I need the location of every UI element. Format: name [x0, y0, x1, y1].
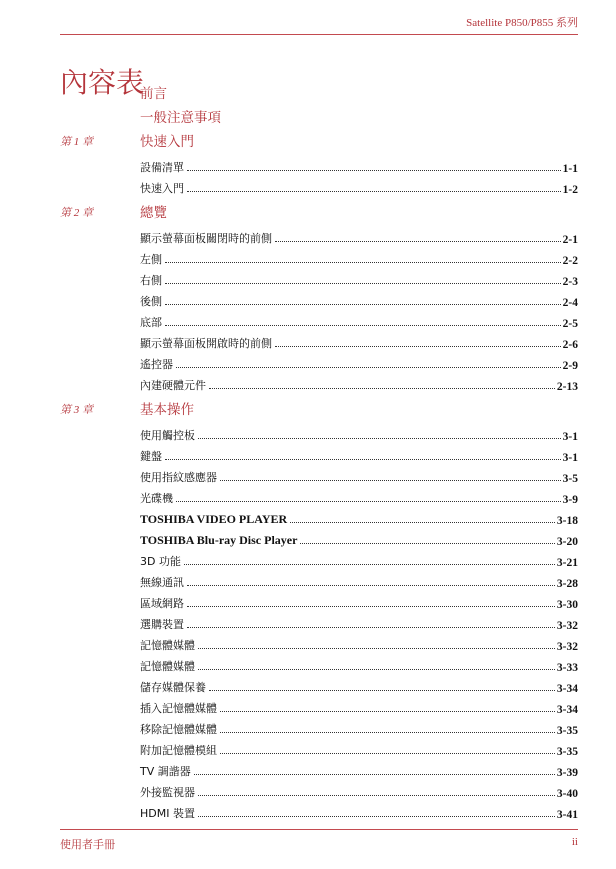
- toc-entry-page: 2-13: [556, 381, 578, 393]
- toc-section-heading: [60, 130, 578, 154]
- toc-section-heading: [60, 398, 578, 422]
- toc-entry-title: HDMI 裝置: [140, 807, 195, 820]
- dot-leader: [300, 543, 554, 544]
- toc-entry[interactable]: [140, 175, 578, 196]
- section-title[interactable]: 總覽: [140, 205, 167, 221]
- toc-entry[interactable]: [140, 485, 578, 506]
- dot-leader: [220, 711, 555, 712]
- toc-entry[interactable]: [140, 569, 578, 590]
- toc-entry-page: 3-30: [556, 599, 578, 611]
- toc-entry-title: 右側: [140, 274, 162, 287]
- page-title: 內容表: [60, 65, 145, 99]
- footer-manual-name: 使用者手冊: [60, 838, 115, 851]
- toc-entry-title: 底部: [140, 316, 162, 329]
- section-title[interactable]: 基本操作: [140, 402, 194, 418]
- toc-entry-page: 3-5: [562, 473, 578, 485]
- toc-entry[interactable]: [140, 758, 578, 779]
- toc-entry[interactable]: [140, 548, 578, 569]
- dot-leader: [187, 585, 555, 586]
- footer-page-number: ii: [571, 836, 578, 848]
- section-title[interactable]: 前言: [140, 86, 167, 102]
- toc-entry-page: 2-6: [562, 339, 578, 351]
- toc-entry-page: 3-1: [562, 452, 578, 464]
- dot-leader: [194, 774, 555, 775]
- dot-leader: [220, 753, 555, 754]
- chapter-number: 第 3 章: [60, 404, 93, 416]
- toc-entry-page: 3-40: [556, 788, 578, 800]
- toc-entry[interactable]: [140, 590, 578, 611]
- toc-entry-page: 2-5: [562, 318, 578, 330]
- toc-entry-title: 遙控器: [140, 358, 173, 371]
- toc-entry-page: 2-3: [562, 276, 578, 288]
- section-title[interactable]: 快速入門: [140, 134, 194, 150]
- table-of-contents: [60, 82, 578, 821]
- toc-entry-page: 3-28: [556, 578, 578, 590]
- toc-entry-page: 3-32: [556, 641, 578, 653]
- toc-entry-title: 光碟機: [140, 492, 173, 505]
- toc-entry-title: 使用觸控板: [140, 429, 195, 442]
- toc-entry[interactable]: [140, 351, 578, 372]
- toc-entry-page: 3-35: [556, 725, 578, 737]
- toc-entry-page: 3-39: [556, 767, 578, 779]
- toc-entry[interactable]: [140, 800, 578, 821]
- toc-entry-title: 顯示螢幕面板關閉時的前側: [140, 232, 272, 245]
- toc-entry[interactable]: [140, 653, 578, 674]
- dot-leader: [198, 669, 555, 670]
- toc-section-heading: [60, 82, 578, 106]
- toc-entry[interactable]: [140, 611, 578, 632]
- toc-section-heading: [60, 106, 578, 130]
- toc-entry[interactable]: [140, 246, 578, 267]
- toc-entry-page: 3-18: [556, 515, 578, 527]
- dot-leader: [198, 648, 555, 649]
- toc-entry-page: 2-2: [562, 255, 578, 267]
- toc-entry-page: 2-4: [562, 297, 578, 309]
- dot-leader: [198, 795, 555, 796]
- header-title: Satellite P850/P855 系列: [466, 17, 578, 29]
- toc-entry[interactable]: [140, 154, 578, 175]
- toc-entry-page: 2-9: [562, 360, 578, 372]
- dot-leader: [176, 501, 561, 502]
- toc-entry-page: 3-1: [562, 431, 578, 443]
- toc-entry-page: 3-35: [556, 746, 578, 758]
- toc-entry-title: 移除記憶體媒體: [140, 723, 217, 736]
- toc-entry-title: TOSHIBA VIDEO PLAYER: [140, 512, 288, 526]
- toc-entry-page: 1-2: [562, 184, 578, 196]
- toc-entry-title: 區域網路: [140, 597, 184, 610]
- section-title[interactable]: 一般注意事項: [140, 110, 221, 126]
- toc-entry-title: 內建硬體元件: [140, 379, 206, 392]
- toc-entry-page: 2-1: [562, 234, 578, 246]
- dot-leader: [209, 388, 555, 389]
- toc-entry[interactable]: [140, 443, 578, 464]
- dot-leader: [165, 325, 561, 326]
- toc-entry-title: 顯示螢幕面板開啟時的前側: [140, 337, 272, 350]
- dot-leader: [187, 606, 555, 607]
- dot-leader: [187, 170, 561, 171]
- toc-entry-page: 3-34: [556, 704, 578, 716]
- toc-entry-page: 3-34: [556, 683, 578, 695]
- toc-entry[interactable]: [140, 716, 578, 737]
- toc-entry-title: 外接監視器: [140, 786, 195, 799]
- toc-entry-title: 儲存媒體保養: [140, 681, 206, 694]
- dot-leader: [165, 283, 561, 284]
- toc-entry-title: TV 調諧器: [140, 765, 191, 778]
- toc-entry[interactable]: [140, 695, 578, 716]
- toc-entry[interactable]: [140, 309, 578, 330]
- chapter-number: 第 2 章: [60, 207, 93, 219]
- toc-entry[interactable]: [140, 422, 578, 443]
- toc-entry-title: TOSHIBA Blu-ray Disc Player: [140, 533, 298, 547]
- toc-entry[interactable]: [140, 464, 578, 485]
- chapter-number: 第 1 章: [60, 136, 93, 148]
- toc-entry-page: 1-1: [562, 163, 578, 175]
- toc-entry-title: 左側: [140, 253, 162, 266]
- toc-entry[interactable]: [140, 372, 578, 393]
- dot-leader: [165, 459, 561, 460]
- toc-entry-page: 3-20: [556, 536, 578, 548]
- toc-entry[interactable]: [140, 330, 578, 351]
- toc-entry-title: 選購裝置: [140, 618, 184, 631]
- toc-entry[interactable]: [140, 506, 578, 527]
- toc-entry-title: 附加記憶體模組: [140, 744, 217, 757]
- toc-entry-title: 快速入門: [140, 182, 184, 195]
- toc-entry-title: 後側: [140, 295, 162, 308]
- dot-leader: [290, 522, 555, 523]
- toc-entry[interactable]: [140, 632, 578, 653]
- toc-entry-page: 3-32: [556, 620, 578, 632]
- header-rule: [60, 34, 578, 35]
- dot-leader: [209, 690, 555, 691]
- toc-entry-title: 記憶體媒體: [140, 660, 195, 673]
- toc-entry-title: 3D 功能: [140, 555, 181, 568]
- dot-leader: [220, 732, 555, 733]
- dot-leader: [176, 367, 561, 368]
- toc-entry-title: 插入記憶體媒體: [140, 702, 217, 715]
- dot-leader: [165, 304, 561, 305]
- toc-entry[interactable]: [140, 674, 578, 695]
- toc-entry-page: 3-9: [562, 494, 578, 506]
- toc-section-heading: [60, 201, 578, 225]
- toc-entry-title: 使用指紋感應器: [140, 471, 217, 484]
- toc-entry[interactable]: [140, 527, 578, 548]
- dot-leader: [220, 480, 561, 481]
- dot-leader: [187, 627, 555, 628]
- toc-entry-title: 無線通訊: [140, 576, 184, 589]
- dot-leader: [198, 438, 561, 439]
- toc-entry[interactable]: [140, 288, 578, 309]
- toc-entry-page: 3-33: [556, 662, 578, 674]
- toc-entry[interactable]: [140, 225, 578, 246]
- toc-entry-title: 設備清單: [140, 161, 184, 174]
- toc-entry[interactable]: [140, 779, 578, 800]
- toc-entry[interactable]: [140, 267, 578, 288]
- toc-entry-page: 3-21: [556, 557, 578, 569]
- dot-leader: [184, 564, 555, 565]
- dot-leader: [165, 262, 561, 263]
- dot-leader: [275, 346, 561, 347]
- toc-entry[interactable]: [140, 737, 578, 758]
- dot-leader: [187, 191, 561, 192]
- dot-leader: [198, 816, 555, 817]
- dot-leader: [275, 241, 561, 242]
- footer-rule: [60, 829, 578, 830]
- toc-entry-title: 記憶體媒體: [140, 639, 195, 652]
- toc-entry-title: 鍵盤: [140, 450, 162, 463]
- toc-entry-page: 3-41: [556, 809, 578, 821]
